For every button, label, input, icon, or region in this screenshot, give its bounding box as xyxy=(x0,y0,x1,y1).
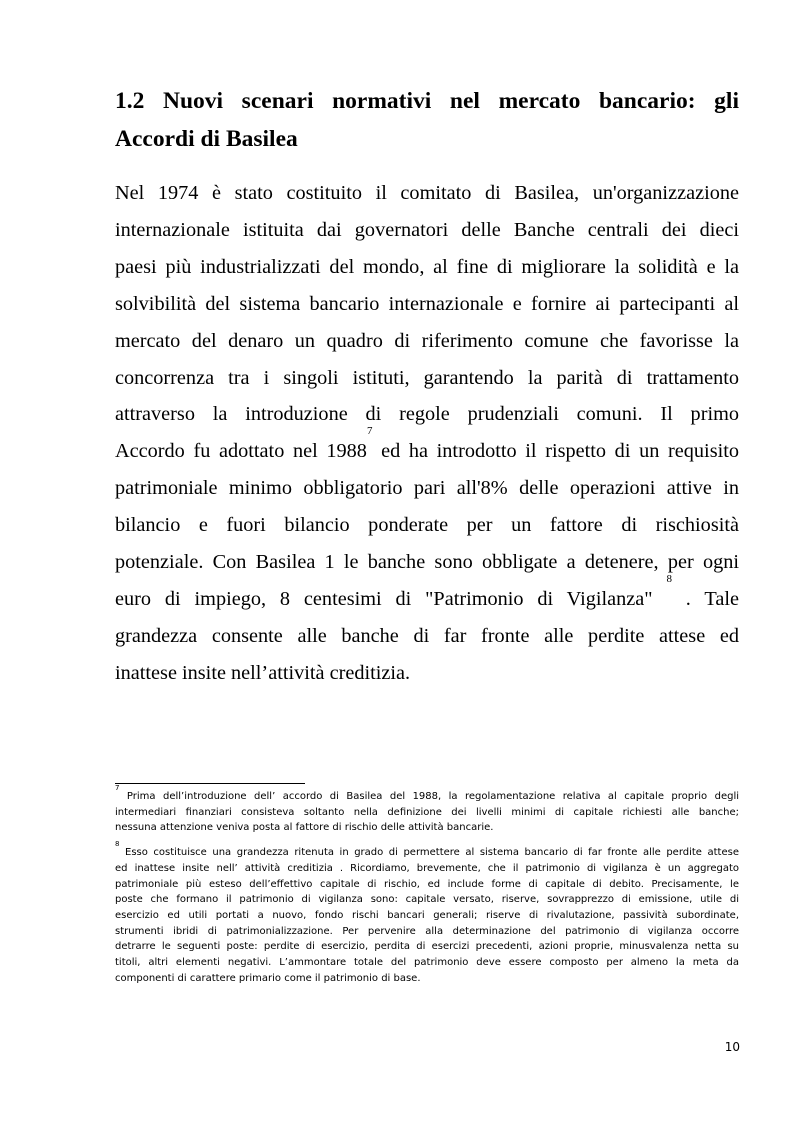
footnotes xyxy=(115,784,739,986)
heading-line: Accordi di Basilea xyxy=(115,126,298,152)
footnote-line: patrimoniale più esteso dell’effettivo capitale di rischio, ed include forme di capitale di debito. Precisamente, le xyxy=(115,878,739,890)
body-paragraph xyxy=(115,175,739,692)
footnote-line: intermediari finanziari consisteva soltanto nella definizione dei livelli minimi di capitale richiesti alle banche; xyxy=(115,806,739,818)
footnote-line: componenti di carattere primario come il patrimonio di base. xyxy=(115,972,421,984)
footnote-text: Esso costituisce una grandezza ritenuta in grado di permettere al sistema bancario di far fronte alle perdite attese xyxy=(125,847,739,859)
footnote-line: strumenti ibridi di patrimonializzazione. Per pervenire alla determinazione del patrimonio di vigilanza occorre xyxy=(115,925,739,937)
footnote-line: detrarre le seguenti poste: perdite di esercizio, perdita di esercizi precedenti, azioni proprie, minusvalenza netta su xyxy=(115,941,739,953)
body-text: . Tale xyxy=(685,587,739,610)
body-line: concorrenza tra i singoli istituti, garantendo la parità di trattamento xyxy=(115,366,739,389)
body-text: euro di impiego, 8 centesimi di "Patrimonio di Vigilanza" xyxy=(115,587,653,610)
footnote-line: poste che formano il patrimonio di vigilanza sono: capitale versato, riserve, sovrapprezzo di emissione, utile di xyxy=(115,894,739,906)
body-line: inattese insite nell’attività creditizia. xyxy=(115,661,411,684)
footnote-line: esercizio ed utili portati a nuovo, fondo rischi bancari generali; riserve di rivalutazione, passività subordinate, xyxy=(115,909,739,921)
body-text: ed ha introdotto il rispetto di un requisito xyxy=(372,440,739,463)
footnote-separator xyxy=(115,783,305,784)
footnote-8 xyxy=(115,840,739,986)
footnote-line: titoli, altri elementi negativi. L’ammontare totale del patrimonio deve essere composto per almeno la meta da xyxy=(115,957,739,969)
footnote-line: nessuna attenzione veniva posta al fattore di rischio delle attività bancarie. xyxy=(115,822,494,834)
body-line: attraverso la introduzione di regole prudenziali comuni. Il primo xyxy=(115,403,739,426)
footnote-7 xyxy=(115,784,739,836)
page-number: 10 xyxy=(724,1040,740,1054)
footnote-line xyxy=(115,840,739,861)
footnote-number: 7 xyxy=(115,784,120,792)
body-line: solvibilità del sistema bancario internazionale e fornire ai partecipanti al xyxy=(115,292,739,315)
footnote-text: Prima dell’introduzione dell’ accordo di Basilea del 1988, la regolamentazione relativa al capitale proprio degli xyxy=(126,791,739,802)
body-line: bilancio e fuori bilancio ponderate per un fattore di rischiosità xyxy=(115,514,739,537)
body-line: mercato del denaro un quadro di riferimento comune che favorisse la xyxy=(115,329,739,352)
body-line: paesi più industrializzati del mondo, al fine di migliorare la solidità e la xyxy=(115,255,739,278)
body-line xyxy=(115,425,739,470)
footnote-line: ed inattese insite nell’ attività creditizia . Ricordiamo, brevemente, che il patrimonio di vigilanza è un aggregato xyxy=(115,862,739,874)
footnote-ref-8[interactable]: 8 xyxy=(666,572,672,585)
body-line: potenziale. Con Basilea 1 le banche sono obbligate a detenere, per ogni xyxy=(115,551,739,574)
body-line: internazionale istituita dai governatori delle Banche centrali dei dieci xyxy=(115,218,739,241)
footnote-number: 8 xyxy=(115,840,120,849)
footnote-ref-7[interactable]: 7 xyxy=(366,425,373,438)
body-line: grandezza consente alle banche di far fronte alle perdite attese ed xyxy=(115,624,739,647)
footnote-line xyxy=(115,784,739,805)
heading-line: 1.2 Nuovi scenari normativi nel mercato bancario: gli xyxy=(115,88,739,114)
body-line: Nel 1974 è stato costituito il comitato di Basilea, un'organizzazione xyxy=(115,182,739,204)
body-line: patrimoniale minimo obbligatorio pari all'8% delle operazioni attive in xyxy=(115,477,739,500)
body-line xyxy=(115,572,739,618)
body-text: Accordo fu adottato nel 1988 xyxy=(115,440,367,463)
section-heading xyxy=(115,82,739,158)
